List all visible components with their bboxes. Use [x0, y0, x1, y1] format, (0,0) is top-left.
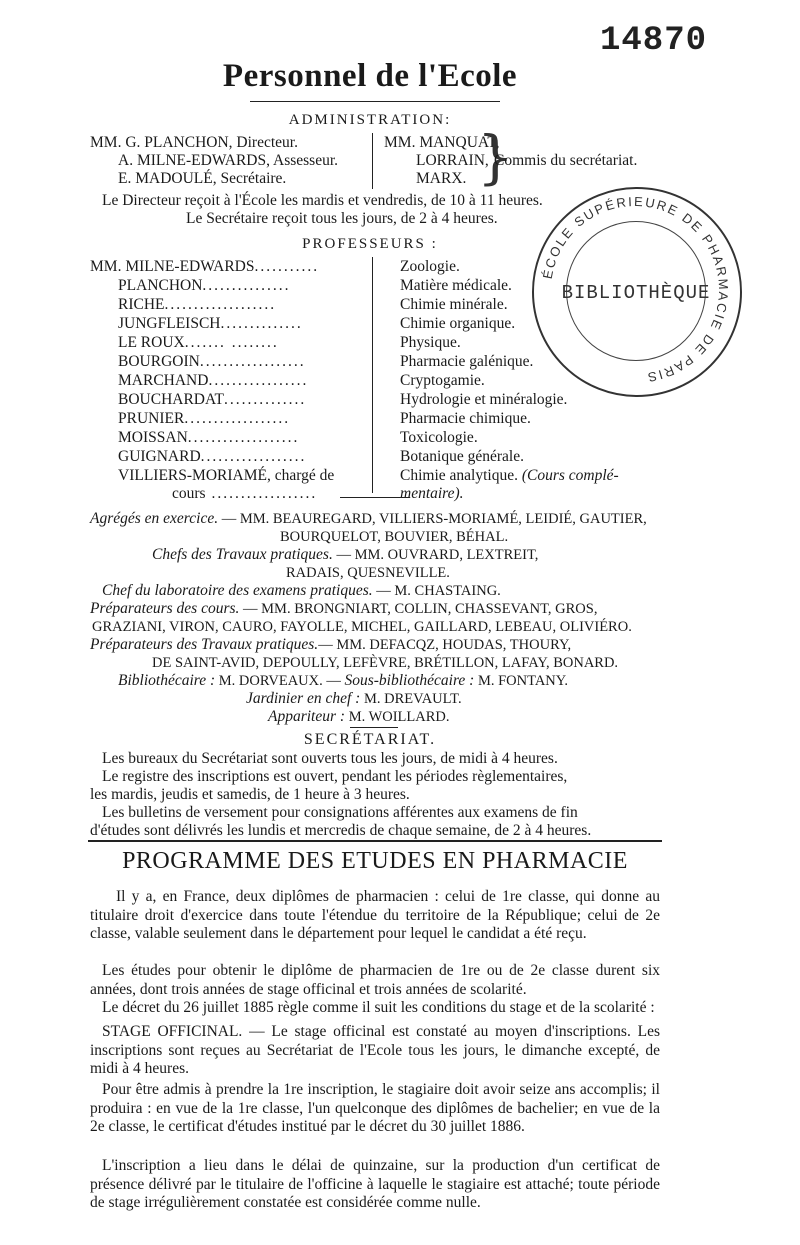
- staff-line: Préparateurs des Travaux pratiques.— MM. DEFACQZ, HOUDAS, THOURY,: [90, 636, 572, 653]
- professor-row: BOURGOIN..................: [118, 353, 306, 370]
- staff-line: Chefs des Travaux pratiques. — MM. OUVRARD, LEXTREIT,: [152, 546, 539, 563]
- staff-line: BOURQUELOT, BOUVIER, BÉHAL.: [280, 529, 509, 545]
- admin-clerk-3: MARX.: [416, 170, 467, 187]
- staff-line: RADAIS, QUESNEVILLE.: [286, 565, 450, 581]
- professor-subject: Physique.: [400, 334, 461, 351]
- admin-row-3: E. MADOULÉ, Secrétaire.: [118, 170, 287, 187]
- programme-paragraph: Le décret du 26 juillet 1885 règle comme il suit les conditions du stage et de la scolarité :: [102, 999, 655, 1016]
- director-hours: Le Directeur reçoit à l'École les mardis et vendredis, de 10 à 11 heures.: [102, 192, 543, 209]
- programme-paragraph: STAGE OFFICINAL. — Le stage officinal est constaté au moyen d'inscriptions. Les inscriptions sont reçues au Secrétariat de l'Ecole tous les jours, le dimanche excepté, de midi à 4 heures.: [90, 1023, 660, 1077]
- programme-paragraph: L'inscription a lieu dans le délai de quinzaine, sur la production d'un certificat de présence délivré par le titulaire de l'officine à laquelle le stagiaire est attaché; toute période de stage irrégulièrement constatée est considérée comme nulle.: [90, 1157, 660, 1211]
- professor-row: cours ..................: [172, 485, 318, 502]
- professor-row: MM. MILNE-EDWARDS...........: [90, 258, 320, 275]
- professor-subject: Chimie minérale.: [400, 296, 508, 313]
- professor-row: LE ROUX....... ........: [118, 334, 279, 351]
- catalog-number: 14870: [600, 22, 708, 60]
- admin-row-1: MM. G. PLANCHON, Directeur.: [90, 134, 298, 151]
- professor-subject: Chimie analytique. (Cours complé-: [400, 467, 619, 484]
- professor-row: BOUCHARDAT..............: [118, 391, 307, 408]
- programme-paragraph: Il y a, en France, deux diplômes de pharmacien : celui de 1re classe, qui donne au titulaire droit d'exercice dans toute l'étendue du territoire de la République; celui de 2e classe, valable seulement dans le département pour lequel le candidat a été reçu.: [90, 888, 660, 942]
- section-rule: [340, 497, 410, 498]
- staff-line: Bibliothécaire : M. DORVEAUX. — Sous-bibliothécaire : M. FONTANY.: [118, 672, 568, 689]
- professeurs-heading: PROFESSEURS :: [302, 236, 438, 252]
- professor-subject: mentaire).: [400, 485, 464, 502]
- staff-line: DE SAINT-AVID, DEPOULLY, LEFÈVRE, BRÉTILLON, LAFAY, BONARD.: [152, 655, 619, 671]
- professor-subject: Pharmacie chimique.: [400, 410, 531, 427]
- professor-subject: Cryptogamie.: [400, 372, 485, 389]
- professor-row: PRUNIER..................: [118, 410, 291, 427]
- professeurs-divider: [372, 257, 373, 493]
- professor-row: VILLIERS-MORIAMÉ, chargé de: [118, 467, 335, 484]
- professor-subject: Chimie organique.: [400, 315, 516, 332]
- professor-row: GUIGNARD..................: [118, 448, 307, 465]
- professor-subject: Botanique générale.: [400, 448, 524, 465]
- programme-title: PROGRAMME DES ETUDES EN PHARMACIE: [122, 848, 628, 874]
- secretariat-line: Les bulletins de versement pour consignations afférentes aux examens de fin: [102, 804, 578, 821]
- professor-row: PLANCHON...............: [118, 277, 291, 294]
- section-rule: [350, 727, 398, 728]
- professor-row: JUNGFLEISCH..............: [118, 315, 303, 332]
- admin-row-2: A. MILNE-EDWARDS, Assesseur.: [118, 152, 339, 169]
- title-rule: [250, 101, 500, 102]
- staff-line: Agrégés en exercice. — MM. BEAUREGARD, VILLIERS-MORIAMÉ, LEIDIÉ, GAUTIER,: [90, 510, 647, 527]
- admin-clerk-1: MM. MANQUAT,: [384, 134, 500, 151]
- staff-line: Préparateurs des cours. — MM. BRONGNIART, COLLIN, CHASSEVANT, GROS,: [90, 600, 598, 617]
- professor-subject: Toxicologie.: [400, 429, 478, 446]
- admin-clerk-2: LORRAIN,: [416, 152, 489, 169]
- library-stamp-label: BIBLIOTHÈQUE: [561, 282, 711, 304]
- professor-subject: Zoologie.: [400, 258, 460, 275]
- programme-top-rule: [88, 840, 662, 842]
- secretariat-heading: SECRÉTARIAT.: [303, 731, 437, 748]
- secretary-hours: Le Secrétaire reçoit tous les jours, de 2 à 4 heures.: [186, 210, 498, 227]
- staff-line: GRAZIANI, VIRON, CAURO, FAYOLLE, MICHEL, GAILLARD, LEBEAU, OLIVIÉRO.: [92, 619, 632, 635]
- professor-subject: Hydrologie et minéralogie.: [400, 391, 568, 408]
- professor-row: RICHE...................: [118, 296, 277, 313]
- professor-subject: Pharmacie galénique.: [400, 353, 534, 370]
- admin-brace: }: [477, 123, 514, 191]
- secretariat-line: Le registre des inscriptions est ouvert, pendant les périodes règlementaires,: [102, 768, 568, 785]
- admin-divider: [372, 133, 373, 189]
- programme-paragraph: Les études pour obtenir le diplôme de pharmacien de 1re ou de 2e classe durent six années, dont trois années de stage officinal et trois années de scolarité.: [90, 962, 660, 998]
- staff-line: Jardinier en chef : M. DREVAULT.: [246, 690, 462, 707]
- professor-row: MOISSAN...................: [118, 429, 300, 446]
- secretariat-line: les mardis, jeudis et samedis, de 1 heure à 3 heures.: [90, 786, 410, 803]
- staff-line: Chef du laboratoire des examens pratiques. — M. CHASTAING.: [102, 582, 501, 599]
- programme-paragraph: Pour être admis à prendre la 1re inscription, le stagiaire doit avoir seize ans accomplis; il produira : en vue de la 1re classe, l'un quelconque des diplômes de bachelier; en vue de la 2e classe, le certificat d'études institué par le décret du 30 juillet 1886.: [90, 1081, 660, 1135]
- secretariat-line: Les bureaux du Secrétariat sont ouverts tous les jours, de midi à 4 heures.: [102, 750, 558, 767]
- page-title: Personnel de l'Ecole: [222, 58, 518, 94]
- professor-subject: Matière médicale.: [400, 277, 512, 294]
- staff-line: Appariteur : M. WOILLARD.: [268, 708, 450, 725]
- svg-text:ÉCOLE SUPÉRIEURE DE PHARMACIE: ÉCOLE SUPÉRIEURE DE PHARMACIE DE PARIS: [539, 193, 732, 386]
- secretariat-line: d'études sont délivrés les lundis et mercredis de chaque semaine, de 2 à 4 heures.: [90, 822, 592, 839]
- professor-row: MARCHAND.................: [118, 372, 309, 389]
- admin-clerk-role: Commis du secrétariat.: [494, 152, 638, 169]
- administration-heading: ADMINISTRATION:: [288, 112, 452, 128]
